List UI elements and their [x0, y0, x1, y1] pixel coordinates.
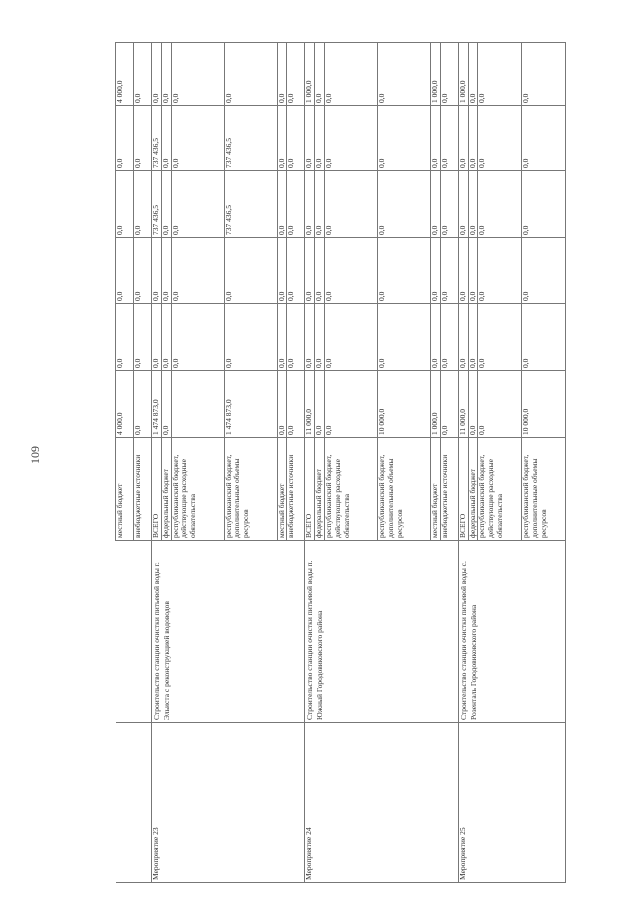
value-cell: 0,0: [522, 43, 566, 106]
value-cell: 0,0: [161, 238, 171, 304]
value-cell: 0,0: [152, 43, 162, 106]
value-cell: 0,0: [152, 238, 162, 304]
source-cell: местный бюджет: [116, 438, 134, 541]
value-cell: 0,0: [277, 371, 287, 438]
value-cell: 0,0: [430, 171, 440, 238]
value-cell: 1 474 873,0: [224, 371, 277, 438]
value-cell: 0,0: [277, 304, 287, 371]
value-cell: 0,0: [440, 238, 458, 304]
value-cell: 0,0: [277, 238, 287, 304]
value-cell: 0,0: [134, 171, 152, 238]
value-cell: 0,0: [478, 171, 522, 238]
value-cell: 11 000,0: [305, 371, 315, 438]
value-cell: 0,0: [152, 304, 162, 371]
value-cell: 0,0: [161, 371, 171, 438]
value-cell: 0,0: [116, 238, 134, 304]
value-cell: 0,0: [287, 106, 305, 171]
value-cell: 0,0: [116, 106, 134, 171]
value-cell: 0,0: [287, 43, 305, 106]
value-cell: 0,0: [468, 304, 478, 371]
source-cell: республиканский бюджет, действующие расходные обязательства: [324, 438, 377, 541]
value-cell: 0,0: [478, 43, 522, 106]
source-cell: республиканский бюджет, дополнительные объемы ресурсов: [522, 438, 566, 541]
value-cell: 0,0: [171, 304, 224, 371]
value-cell: 0,0: [305, 106, 315, 171]
value-cell: 0,0: [478, 371, 522, 438]
value-cell: 0,0: [171, 171, 224, 238]
value-cell: 0,0: [478, 238, 522, 304]
rotated-table-wrapper: [115, 43, 582, 883]
source-cell: республиканский бюджет, действующие расходные обязательства: [478, 438, 522, 541]
value-cell: 0,0: [287, 371, 305, 438]
value-cell: 0,0: [478, 304, 522, 371]
value-cell: 0,0: [161, 106, 171, 171]
value-cell: 4 000,0: [116, 371, 134, 438]
value-cell: 0,0: [116, 304, 134, 371]
value-cell: 0,0: [377, 171, 430, 238]
value-cell: 0,0: [134, 106, 152, 171]
source-cell: внебюджетные источники: [440, 438, 458, 541]
value-cell: 1 474 873,0: [152, 371, 162, 438]
value-cell: 0,0: [440, 106, 458, 171]
value-cell: 0,0: [171, 106, 224, 171]
value-cell: 0,0: [468, 238, 478, 304]
source-cell: ВСЕГО: [305, 438, 315, 541]
value-cell: 0,0: [440, 171, 458, 238]
table-row: [152, 43, 162, 883]
value-cell: 0,0: [324, 304, 377, 371]
value-cell: 0,0: [161, 43, 171, 106]
value-cell: 0,0: [324, 43, 377, 106]
value-cell: 0,0: [224, 43, 277, 106]
value-cell: 0,0: [522, 171, 566, 238]
value-cell: 0,0: [277, 171, 287, 238]
source-cell: федеральный бюджет: [161, 438, 171, 541]
value-cell: 0,0: [478, 106, 522, 171]
value-cell: 737 436,5: [224, 171, 277, 238]
value-cell: 0,0: [430, 304, 440, 371]
measure-label-cell: [116, 723, 152, 883]
value-cell: 0,0: [522, 238, 566, 304]
value-cell: 0,0: [134, 371, 152, 438]
source-cell: республиканский бюджет, действующие расходные обязательства: [171, 438, 224, 541]
value-cell: 0,0: [287, 238, 305, 304]
value-cell: 0,0: [134, 304, 152, 371]
value-cell: 1 000,0: [458, 43, 468, 106]
value-cell: 0,0: [287, 171, 305, 238]
value-cell: 0,0: [522, 106, 566, 171]
source-cell: федеральный бюджет: [315, 438, 325, 541]
source-cell: внебюджетные источники: [134, 438, 152, 541]
value-cell: 0,0: [315, 304, 325, 371]
value-cell: 0,0: [324, 238, 377, 304]
value-cell: 0,0: [377, 106, 430, 171]
value-cell: 0,0: [277, 106, 287, 171]
value-cell: 737 436,5: [152, 106, 162, 171]
value-cell: 0,0: [134, 43, 152, 106]
value-cell: 11 000,0: [458, 371, 468, 438]
value-cell: 0,0: [315, 371, 325, 438]
value-cell: 0,0: [134, 238, 152, 304]
page-number: 109: [28, 446, 42, 464]
value-cell: 0,0: [287, 304, 305, 371]
value-cell: 0,0: [305, 171, 315, 238]
value-cell: 0,0: [377, 43, 430, 106]
value-cell: 0,0: [440, 43, 458, 106]
value-cell: 0,0: [522, 304, 566, 371]
value-cell: 0,0: [161, 171, 171, 238]
source-cell: местный бюджет: [430, 438, 440, 541]
source-cell: республиканский бюджет, дополнительные объемы ресурсов: [377, 438, 430, 541]
value-cell: 0,0: [116, 171, 134, 238]
value-cell: 0,0: [171, 238, 224, 304]
value-cell: 10 000,0: [377, 371, 430, 438]
value-cell: 0,0: [224, 304, 277, 371]
value-cell: 0,0: [468, 106, 478, 171]
measure-label-cell: Мероприятие 24: [305, 723, 458, 883]
value-cell: 0,0: [277, 43, 287, 106]
value-cell: 0,0: [440, 304, 458, 371]
value-cell: 1 000,0: [305, 43, 315, 106]
value-cell: 0,0: [324, 371, 377, 438]
value-cell: 0,0: [315, 106, 325, 171]
value-cell: 1 000,0: [430, 371, 440, 438]
value-cell: 0,0: [440, 371, 458, 438]
value-cell: 0,0: [458, 106, 468, 171]
value-cell: 0,0: [315, 43, 325, 106]
value-cell: 0,0: [458, 304, 468, 371]
budget-table: [115, 42, 566, 883]
value-cell: 0,0: [171, 43, 224, 106]
source-cell: местный бюджет: [277, 438, 287, 541]
measure-name-cell: [116, 541, 152, 723]
source-cell: федеральный бюджет: [468, 438, 478, 541]
measure-name-cell: Строительство станции очистки питьевой воды г. Эльиста с реконструкцией водоводов: [152, 541, 305, 723]
value-cell: 0,0: [324, 171, 377, 238]
value-cell: 0,0: [468, 171, 478, 238]
value-cell: 0,0: [315, 171, 325, 238]
source-cell: республиканский бюджет, дополнительные объемы ресурсов: [224, 438, 277, 541]
value-cell: 0,0: [377, 238, 430, 304]
source-cell: ВСЕГО: [152, 438, 162, 541]
value-cell: 0,0: [468, 371, 478, 438]
value-cell: 0,0: [315, 238, 325, 304]
measure-name-cell: Строительство станции очистки питьевой воды с. Розенталь Городовиковского района: [458, 541, 566, 723]
value-cell: 10 000,0: [522, 371, 566, 438]
table-row: [305, 43, 315, 883]
value-cell: 737 436,5: [224, 106, 277, 171]
value-cell: 0,0: [161, 304, 171, 371]
value-cell: [171, 371, 224, 438]
value-cell: 0,0: [305, 304, 315, 371]
value-cell: 0,0: [468, 43, 478, 106]
measure-name-cell: Строительство станции очистки питьевой воды п. Южный Городовиковского района: [305, 541, 458, 723]
value-cell: 0,0: [430, 238, 440, 304]
value-cell: 0,0: [458, 238, 468, 304]
source-cell: ВСЕГО: [458, 438, 468, 541]
measure-label-cell: Мероприятие 25: [458, 723, 566, 883]
value-cell: 0,0: [324, 106, 377, 171]
value-cell: 0,0: [458, 171, 468, 238]
table-row: [458, 43, 468, 883]
value-cell: 4 000,0: [116, 43, 134, 106]
value-cell: 0,0: [224, 238, 277, 304]
continuation-row: [116, 43, 134, 883]
measure-label-cell: Мероприятие 23: [152, 723, 305, 883]
value-cell: 737 436,5: [152, 171, 162, 238]
value-cell: 0,0: [377, 304, 430, 371]
source-cell: внебюджетные источники: [287, 438, 305, 541]
value-cell: 0,0: [305, 238, 315, 304]
value-cell: 1 000,0: [430, 43, 440, 106]
value-cell: 0,0: [430, 106, 440, 171]
